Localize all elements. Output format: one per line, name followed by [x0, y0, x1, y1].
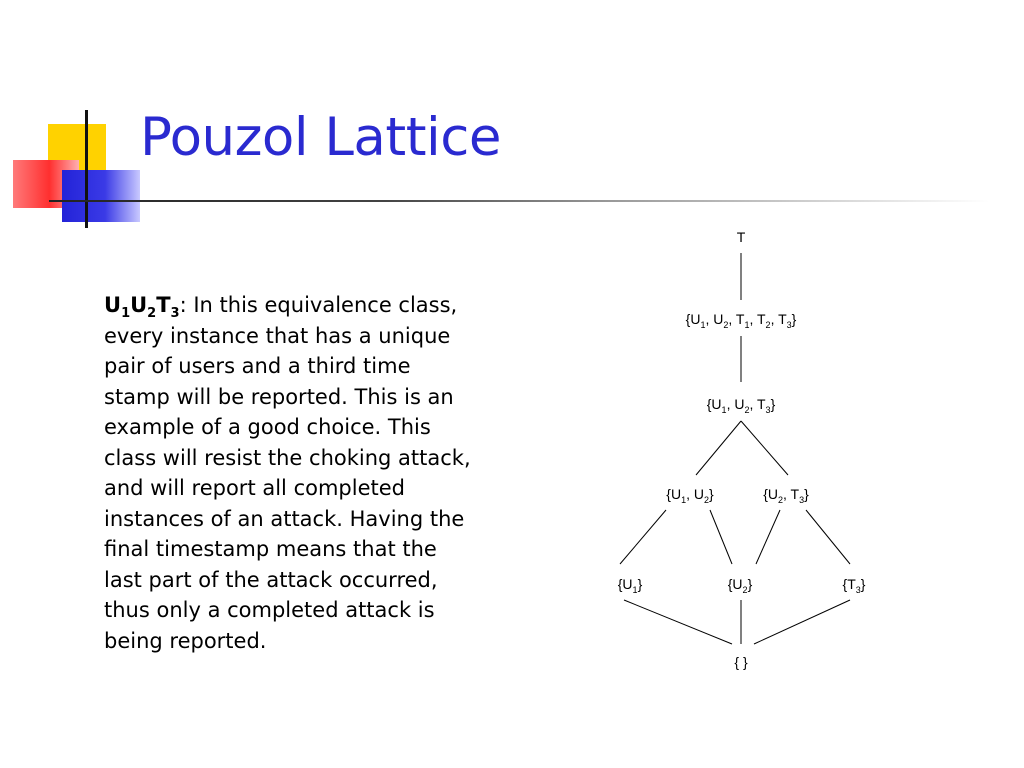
- lattice-edge-u1u2-u1: [620, 510, 666, 564]
- lattice-node-text: 2: [723, 319, 729, 330]
- lattice-node-text: {U: [727, 576, 743, 592]
- lattice-node-text: {U: [706, 396, 722, 412]
- lattice-node-text: 1: [681, 494, 687, 505]
- lattice-node-top: [737, 229, 746, 245]
- lattice-node-text: T: [736, 229, 746, 245]
- lattice-node-text: , T: [770, 311, 787, 327]
- lattice-node-text: 3: [799, 494, 805, 505]
- lattice-diagram: [560, 220, 920, 690]
- lattice-node-text: }: [770, 396, 776, 412]
- decor-blue-square: [62, 170, 140, 222]
- lattice-node-text: 3: [855, 584, 861, 595]
- lattice-node-text: { }: [734, 654, 748, 670]
- lattice-node-text: }: [709, 486, 714, 502]
- lattice-node-text: 3: [786, 319, 792, 330]
- lattice-node-text: , U: [726, 396, 745, 412]
- slide-title: Pouzol Lattice: [140, 107, 501, 168]
- lattice-node-text: , U: [686, 486, 704, 502]
- title-underline-fade: [609, 200, 989, 202]
- lattice-edge-u2t3-t3: [806, 510, 850, 564]
- lattice-node-t3: [842, 576, 866, 595]
- lattice-node-empty: [734, 654, 747, 670]
- lattice-node-text: {U: [666, 486, 682, 502]
- class-label: $U_1U_2T_3$: [104, 293, 180, 322]
- lattice-node-text: {U: [763, 486, 778, 502]
- lattice-node-text: 2: [704, 494, 710, 505]
- decor-vertical-line: [85, 110, 88, 228]
- lattice-node-text: 2: [742, 584, 748, 595]
- lattice-node-u1: [617, 576, 643, 595]
- title-underline: [49, 200, 609, 202]
- body-text: : In this equivalence class, every instance that has a unique pair of users and a third time stamp will be reported. This is an example of a good choice. This class will resist the choking attack, and will report all completed instances of an attack. Having the final timestamp means that the last part of the attack occurred, thus only a completed attack is being reported.: [104, 293, 471, 653]
- lattice-node-text: , T: [749, 311, 766, 327]
- lattice-node-text: }: [747, 576, 753, 592]
- lattice-node-u1u2t1t2t3: [685, 311, 797, 330]
- lattice-node-text: }: [804, 486, 809, 502]
- lattice-node-text: , T: [728, 311, 745, 327]
- lattice-node-u2: [727, 576, 753, 595]
- lattice-edge-u1u2t3-u2t3: [741, 421, 788, 475]
- lattice-node-text: 2: [744, 404, 750, 415]
- lattice-node-text: , U: [705, 311, 724, 327]
- lattice-edge-u1-empty: [624, 600, 732, 644]
- body-paragraph: [104, 290, 479, 656]
- lattice-node-text: 3: [765, 404, 771, 415]
- lattice-node-text: , T: [783, 486, 800, 502]
- lattice-node-text: 2: [778, 494, 784, 505]
- lattice-edges: [560, 220, 920, 690]
- lattice-node-text: 1: [700, 319, 706, 330]
- lattice-node-text: 1: [632, 584, 638, 595]
- lattice-node-text: {T: [842, 576, 856, 592]
- lattice-node-text: {U: [685, 311, 701, 327]
- lattice-node-u2t3: [763, 486, 809, 505]
- lattice-edge-t3-empty: [754, 600, 850, 644]
- lattice-node-text: 2: [765, 319, 771, 330]
- lattice-node-text: , T: [749, 396, 766, 412]
- lattice-edge-u1u2-u2: [710, 510, 732, 564]
- lattice-node-text: {U: [617, 576, 633, 592]
- lattice-node-text: 1: [721, 404, 727, 415]
- lattice-node-u1u2: [666, 486, 714, 505]
- lattice-node-text: }: [860, 576, 866, 592]
- lattice-node-u1u2t3: [706, 396, 776, 415]
- lattice-edge-u2t3-u2: [756, 510, 780, 564]
- lattice-node-text: }: [637, 576, 643, 592]
- lattice-node-text: }: [791, 311, 797, 327]
- lattice-node-text: 1: [744, 319, 750, 330]
- lattice-edge-u1u2t3-u1u2: [696, 421, 741, 475]
